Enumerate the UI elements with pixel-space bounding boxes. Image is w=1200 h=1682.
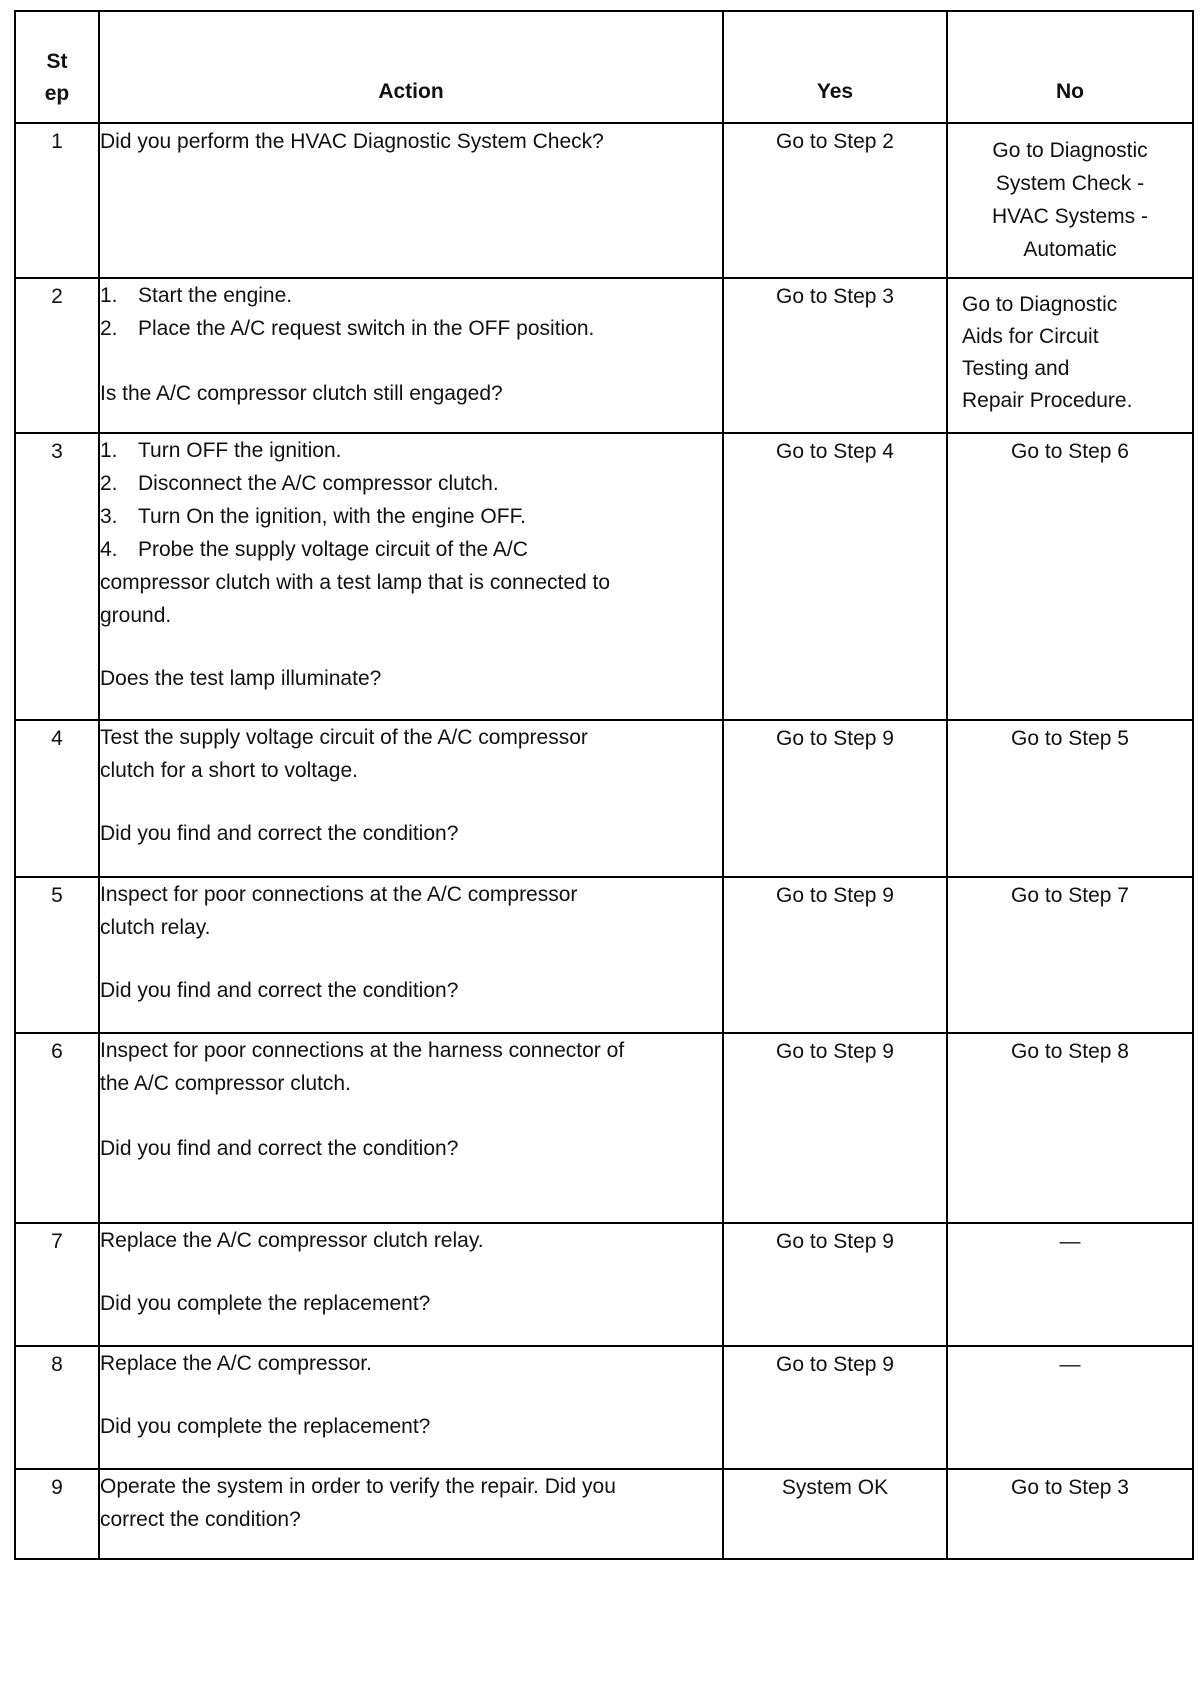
numbered-item: 1. Start the engine. xyxy=(100,284,293,307)
action-text: Inspect for poor connections at the A/C compressor xyxy=(100,883,578,906)
numbered-item: 1. Turn OFF the ignition. xyxy=(100,439,342,462)
no-cell: Go to Step 5 xyxy=(947,720,1193,877)
table-row xyxy=(15,123,1193,278)
question-text: Did you find and correct the condition? xyxy=(100,1137,459,1160)
no-cell: Go to Step 3 xyxy=(947,1469,1193,1559)
question-text: Did you find and correct the condition? xyxy=(100,979,459,1002)
numbered-item: 2. Place the A/C request switch in the OFF position. xyxy=(100,317,595,340)
yes-cell: Go to Step 2 xyxy=(723,123,947,278)
header-step xyxy=(15,11,99,123)
action-cell xyxy=(99,278,723,433)
no-cell: Go to Step 7 xyxy=(947,877,1193,1033)
question-text: Did you find and correct the condition? xyxy=(100,822,459,845)
yes-cell: Go to Step 3 xyxy=(723,278,947,433)
table-row xyxy=(15,720,1193,877)
yes-cell: Go to Step 4 xyxy=(723,433,947,720)
table-row xyxy=(15,1223,1193,1346)
diagnostic-table xyxy=(14,10,1194,1560)
no-text: System Check - xyxy=(995,172,1145,195)
table-row xyxy=(15,1346,1193,1469)
header-row xyxy=(15,11,1193,123)
question-text: Did you complete the replacement? xyxy=(100,1415,431,1438)
no-text: Testing and xyxy=(962,357,1070,380)
numbered-item: 4. Probe the supply voltage circuit of the A/C xyxy=(100,538,528,561)
yes-cell: Go to Step 9 xyxy=(723,1346,947,1469)
action-text: Did you perform the HVAC Diagnostic System Check? xyxy=(100,130,604,153)
action-text: ground. xyxy=(100,604,172,627)
no-text: Aids for Circuit xyxy=(962,325,1099,348)
action-text: Replace the A/C compressor clutch relay. xyxy=(100,1229,484,1252)
yes-cell: Go to Step 9 xyxy=(723,1033,947,1223)
no-text: Repair Procedure. xyxy=(962,389,1133,412)
action-cell xyxy=(99,1346,723,1469)
step-number: 6 xyxy=(15,1033,99,1223)
header-step-line1: St xyxy=(46,50,68,73)
action-cell xyxy=(99,877,723,1033)
table-row xyxy=(15,278,1193,433)
yes-cell: Go to Step 9 xyxy=(723,877,947,1033)
header-action: Action xyxy=(99,11,723,123)
no-text: Go to Diagnostic xyxy=(962,293,1118,316)
header-no: No xyxy=(947,11,1193,123)
step-number: 1 xyxy=(15,123,99,278)
table-row xyxy=(15,1469,1193,1559)
action-text: Operate the system in order to verify the repair. Did you xyxy=(100,1475,616,1498)
question-text: Does the test lamp illuminate? xyxy=(100,667,382,690)
step-number: 8 xyxy=(15,1346,99,1469)
no-cell xyxy=(947,278,1193,433)
numbered-item: 3. Turn On the ignition, with the engine OFF. xyxy=(100,505,526,528)
no-cell: — xyxy=(947,1346,1193,1469)
step-number: 4 xyxy=(15,720,99,877)
action-cell xyxy=(99,1469,723,1559)
step-number: 9 xyxy=(15,1469,99,1559)
action-cell xyxy=(99,1033,723,1223)
table-row xyxy=(15,877,1193,1033)
step-number: 7 xyxy=(15,1223,99,1346)
action-text: correct the condition? xyxy=(100,1508,301,1531)
action-text: Replace the A/C compressor. xyxy=(100,1352,372,1375)
action-text: clutch for a short to voltage. xyxy=(100,759,358,782)
step-number: 2 xyxy=(15,278,99,433)
action-cell xyxy=(99,1223,723,1346)
no-text: Go to Diagnostic xyxy=(992,139,1148,162)
action-cell xyxy=(99,123,723,278)
action-cell xyxy=(99,433,723,720)
action-cell xyxy=(99,720,723,877)
yes-cell: System OK xyxy=(723,1469,947,1559)
header-step-line2: ep xyxy=(44,82,70,105)
yes-cell: Go to Step 9 xyxy=(723,720,947,877)
step-number: 3 xyxy=(15,433,99,720)
action-text: compressor clutch with a test lamp that is connected to xyxy=(100,571,611,594)
action-text: the A/C compressor clutch. xyxy=(100,1072,351,1095)
numbered-item: 2. Disconnect the A/C compressor clutch. xyxy=(100,472,499,495)
no-text: HVAC Systems - xyxy=(992,205,1148,228)
action-text: Inspect for poor connections at the harness connector of xyxy=(100,1039,625,1062)
table-row xyxy=(15,433,1193,720)
question-text: Did you complete the replacement? xyxy=(100,1292,431,1315)
no-cell: Go to Step 8 xyxy=(947,1033,1193,1223)
action-text: clutch relay. xyxy=(100,916,211,939)
action-text: Test the supply voltage circuit of the A/C compressor xyxy=(100,726,588,749)
no-cell: Go to Step 6 xyxy=(947,433,1193,720)
step-number: 5 xyxy=(15,877,99,1033)
no-text: Automatic xyxy=(1023,238,1117,261)
question-text: Is the A/C compressor clutch still engaged? xyxy=(100,382,503,405)
yes-cell: Go to Step 9 xyxy=(723,1223,947,1346)
no-cell: — xyxy=(947,1223,1193,1346)
table-row xyxy=(15,1033,1193,1223)
no-cell xyxy=(947,123,1193,278)
header-yes: Yes xyxy=(723,11,947,123)
